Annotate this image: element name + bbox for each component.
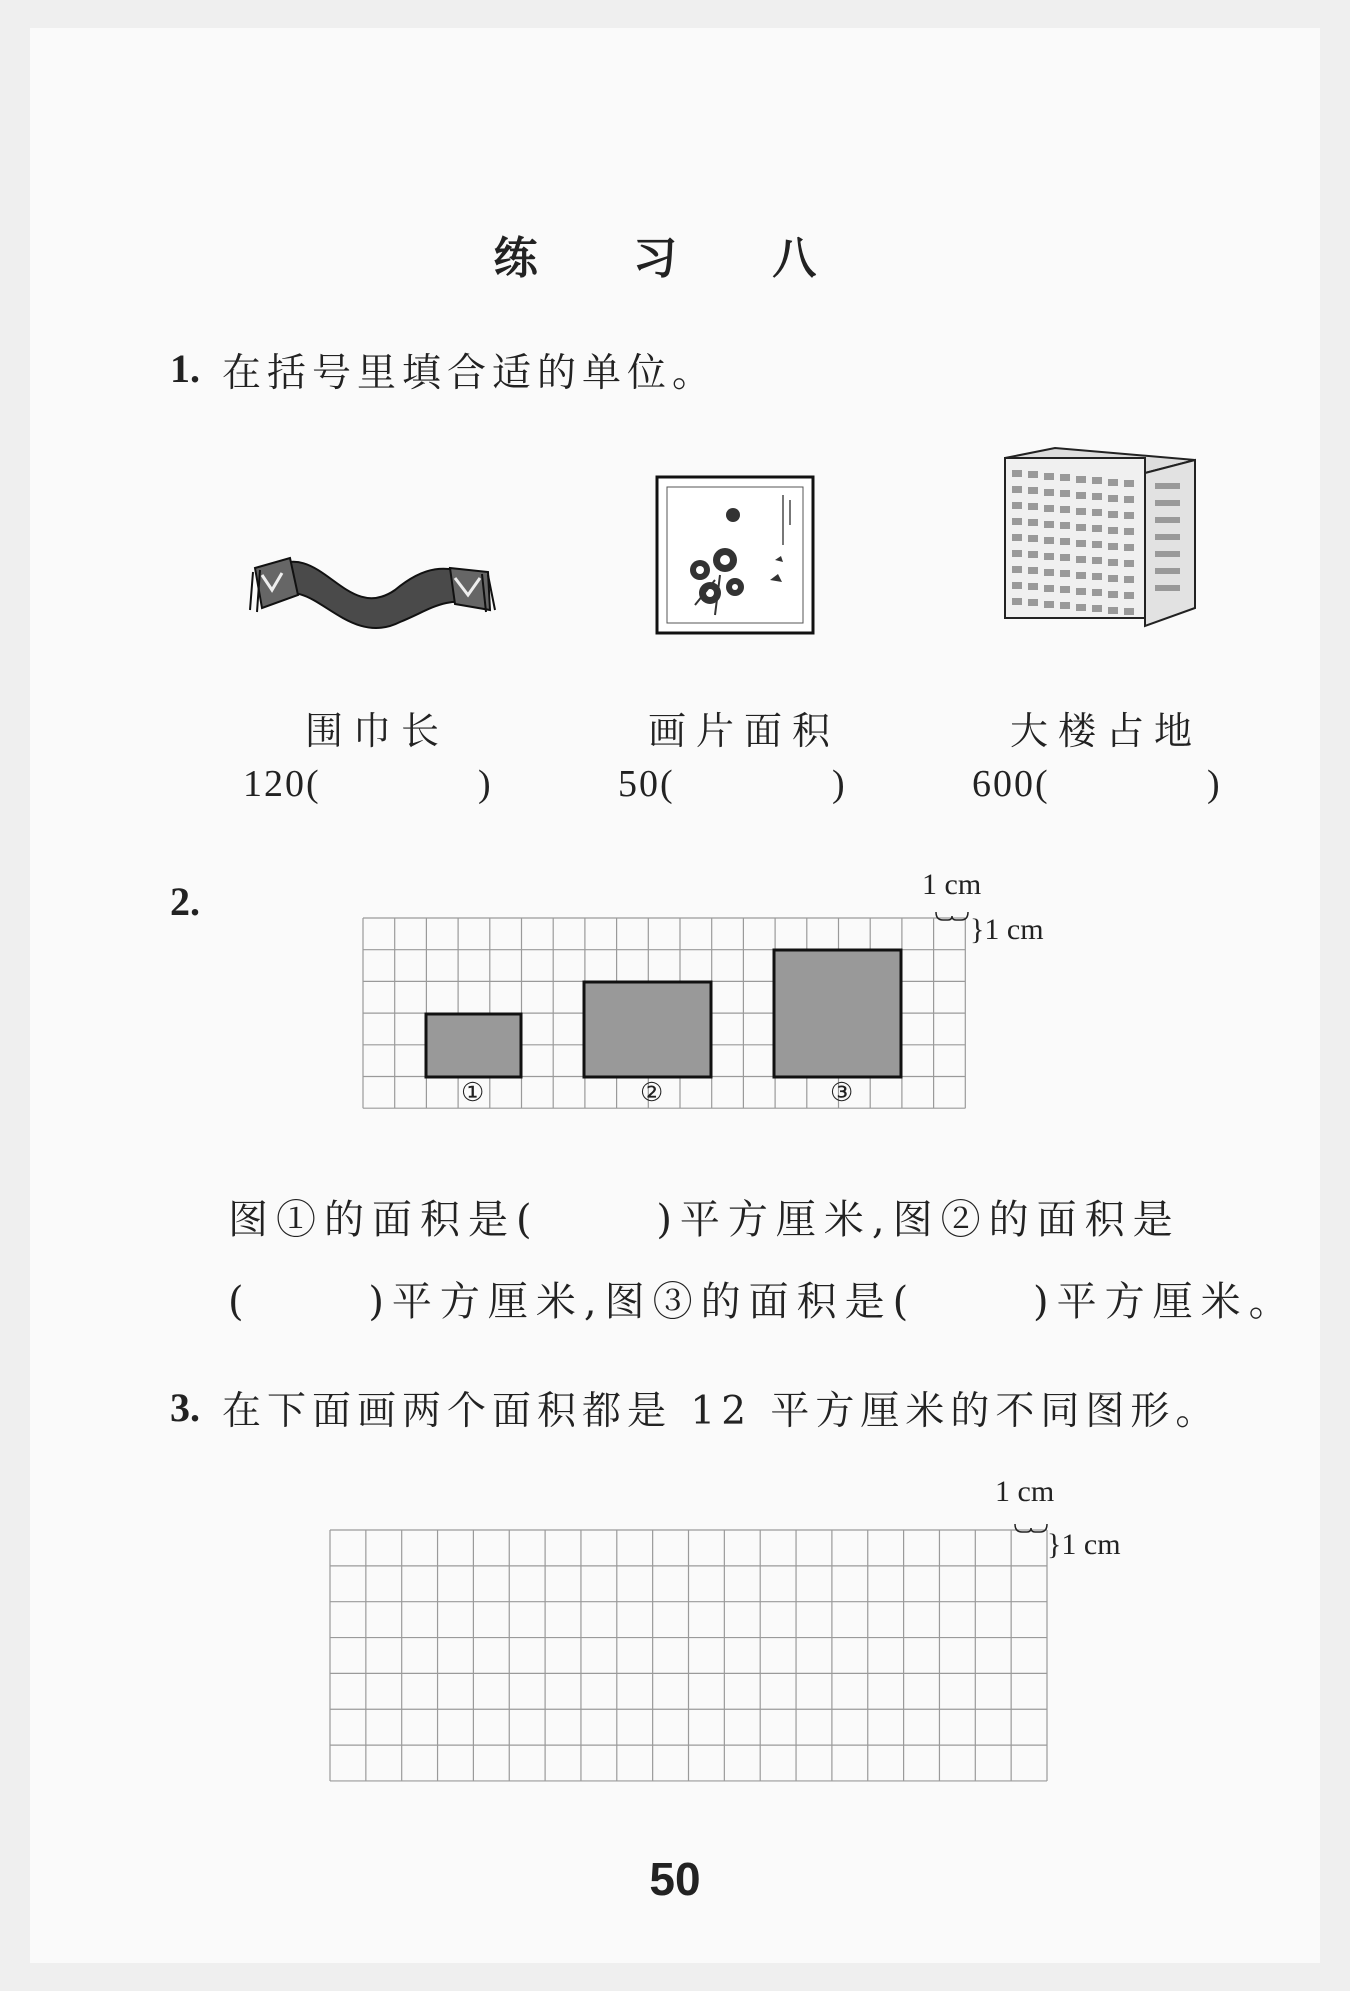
shape-1 [426,1014,521,1077]
q3-unit-top: 1 cm [995,1475,1055,1508]
scarf-close: ) [478,763,493,805]
q3-number: 3. [170,1385,200,1430]
q1-prompt: 在括号里填合适的单位。 [222,351,718,396]
caption-scarf: 围巾长 [305,709,450,753]
q1-number: 1. [170,346,200,391]
q2-unit-side: }1 cm [970,913,1044,946]
q2-label-3: ③ [830,1078,854,1107]
building-illustration [1000,448,1200,633]
q2-label-2: ② [640,1078,664,1107]
q2-line-1: 图①的面积是( )平方厘米,图②的面积是 [228,1197,1181,1243]
scarf-illustration [250,540,495,630]
q2-line-2: ( )平方厘米,图③的面积是( )平方厘米。 [228,1279,1297,1325]
building-value: 600( [972,763,1050,805]
q3-drawing-grid[interactable] [330,1530,1047,1780]
q2-number: 2. [170,879,200,924]
q3-unit-side: }1 cm [1047,1528,1121,1561]
shape-2 [584,982,711,1077]
q2-unit-top: 1 cm [922,868,982,901]
q2-grid [363,918,968,1114]
picture-card-illustration [655,475,815,635]
picture-value: 50( [618,763,675,805]
caption-picture: 画片面积 [648,709,841,753]
shape-3 [774,950,901,1077]
picture-close: ) [832,763,847,805]
caption-building: 大楼占地 [1010,709,1203,753]
scarf-value: 120( [243,763,321,805]
exercise-title: 练 习 八 [493,233,857,284]
page-number: 50 [649,1853,701,1905]
building-close: ) [1207,763,1222,805]
q3-prompt: 在下面画两个面积都是 12 平方厘米的不同图形。 [222,1389,1221,1434]
q2-label-1: ① [461,1078,485,1107]
